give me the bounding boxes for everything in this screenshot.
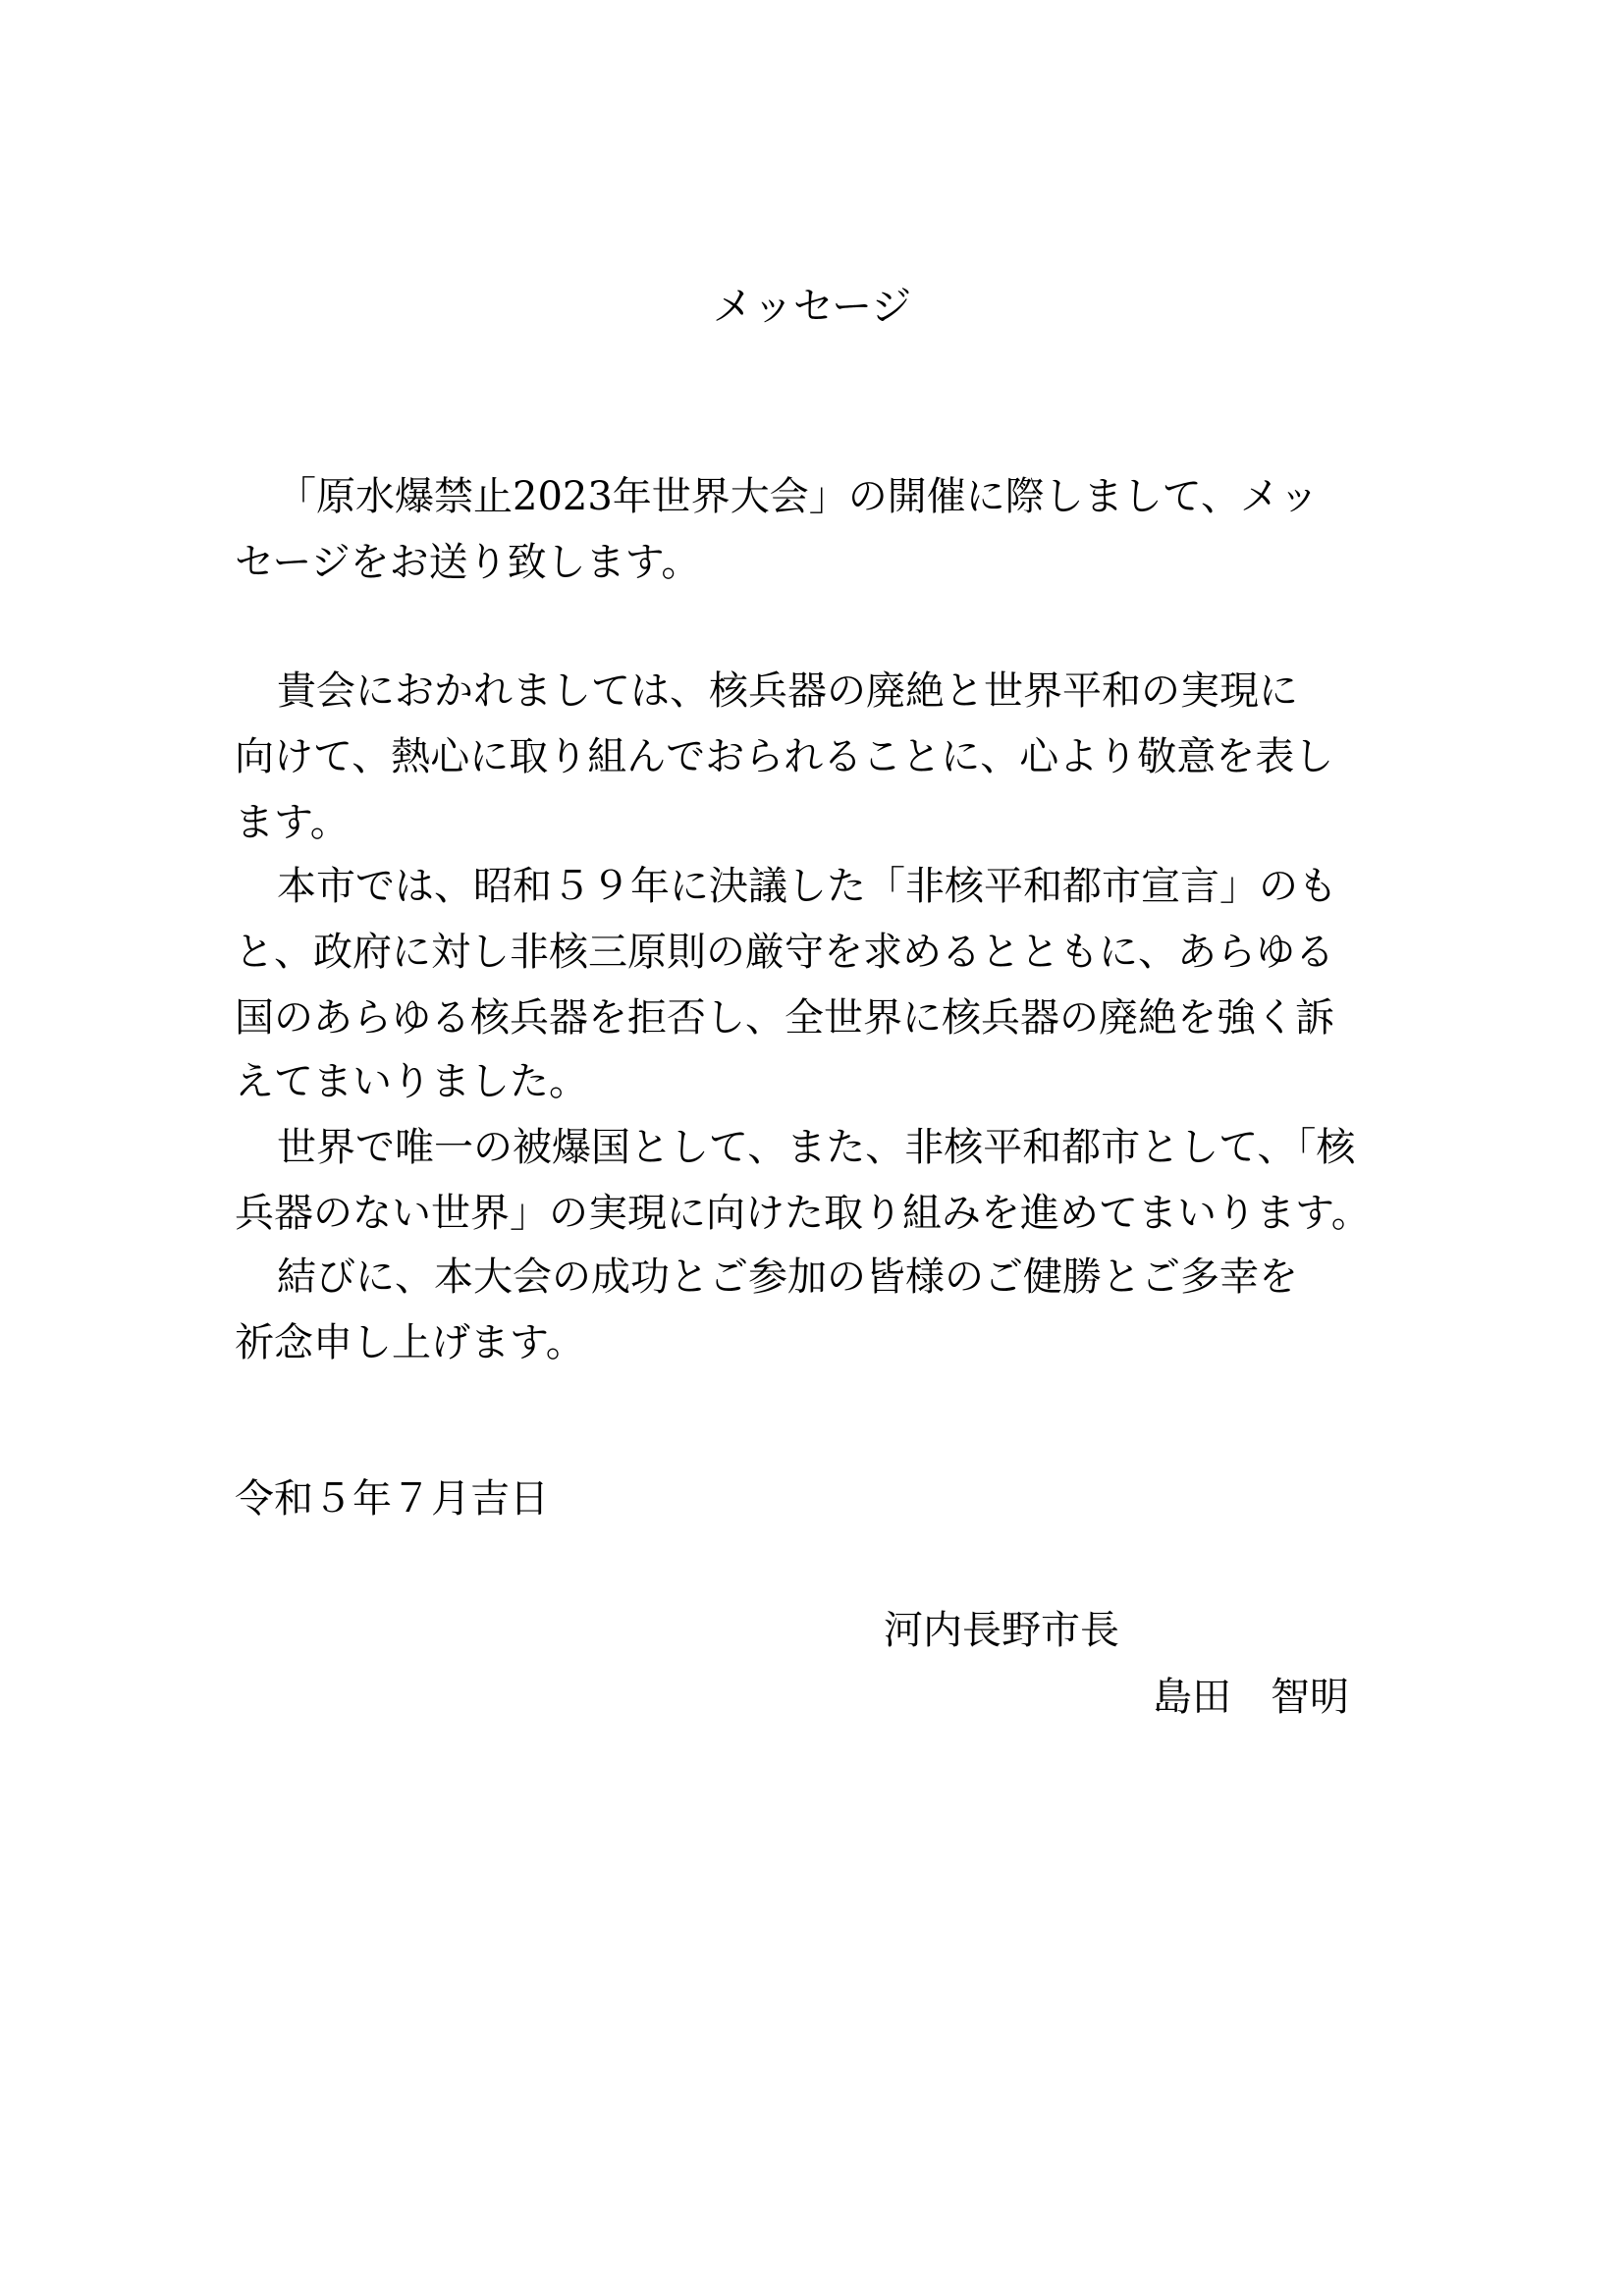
paragraph-3-line-4: えてまいりました。 (235, 1059, 588, 1104)
paragraph-2-line-3: ます。 (235, 800, 350, 845)
paragraph-4-line-1: 世界で唯一の被爆国として、また、非核平和都市として、「核 (277, 1125, 1356, 1170)
issue-date: 令和５年７月吉日 (235, 1476, 549, 1522)
paragraph-3-line-1: 本市では、昭和５９年に決議した「非核平和都市宣言」のも (277, 864, 1337, 909)
signatory-title: 河内長野市長 (884, 1608, 1119, 1653)
paragraph-2-line-2: 向けて、熱心に取り組んでおられることに、心より敬意を表し (235, 734, 1334, 779)
paragraph-3-line-3: 国のあらゆる核兵器を拒否し、全世界に核兵器の廃絶を強く訴 (235, 995, 1334, 1041)
paragraph-2-line-1: 貴会におかれましては、核兵器の廃絶と世界平和の実現に (277, 668, 1298, 714)
paragraph-1-line-2: セージをお送り致します。 (235, 540, 701, 585)
paragraph-3-line-2: と、政府に対し非核三原則の厳守を求めるとともに、あらゆる (235, 930, 1334, 975)
document-title: メッセージ (712, 283, 912, 330)
paragraph-5-line-1: 結びに、本大会の成功とご参加の皆様のご健勝とご多幸を (277, 1255, 1298, 1300)
paragraph-5-line-2: 祈念申し上げます。 (235, 1320, 585, 1365)
paragraph-1-line-1: 「原水爆禁止2023年世界大会」の開催に際しまして、メッ (277, 474, 1319, 519)
paragraph-4-line-2: 兵器のない世界」の実現に向けた取り組みを進めてまいります。 (235, 1191, 1371, 1236)
signatory-name: 島田 智明 (1153, 1675, 1349, 1720)
